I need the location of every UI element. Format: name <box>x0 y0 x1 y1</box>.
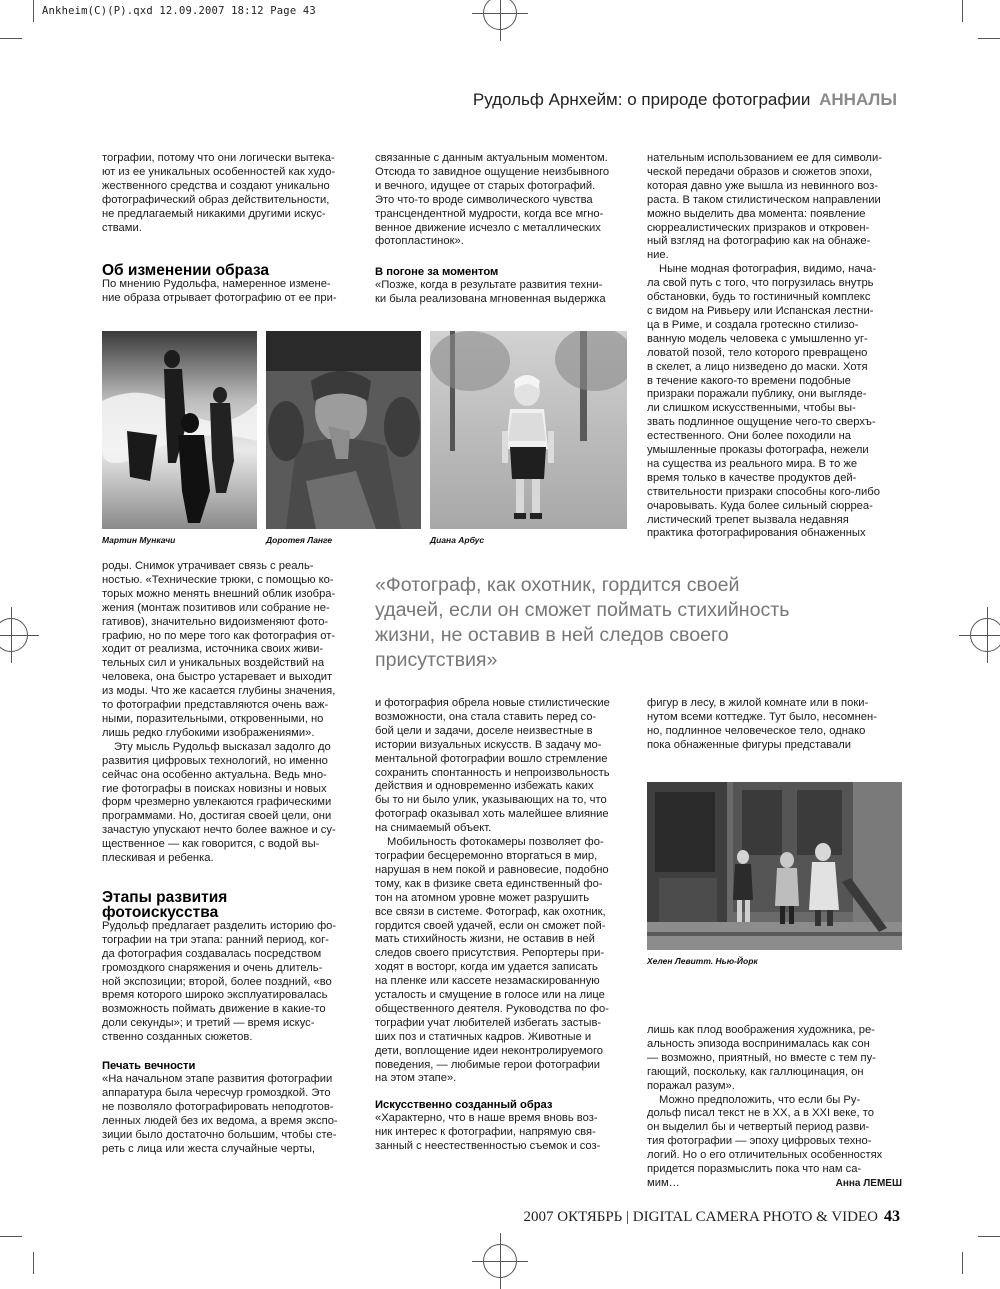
text-line: ли слишком искусственными, чтобы вы- <box>647 402 856 415</box>
text-line: ванную модель человека с умышленно уг- <box>647 332 868 345</box>
photo-caption: Мартин Мункачи <box>102 535 176 545</box>
text-line: ными, поразительными, откровенными, но <box>102 712 324 725</box>
text-line: нутом всеми коттедже. Тут было, несомнен- <box>647 710 877 723</box>
text-line: с видом на Ривьеру или Испанская лестни- <box>647 304 874 317</box>
text-line: время только в качестве продуктов дей- <box>647 471 857 484</box>
paragraph <box>375 697 630 836</box>
paragraph <box>102 278 357 306</box>
text-line: По мнению Рудольфа, намеренное измене- <box>102 278 331 291</box>
text-line: тия фотографии — эпоху цифровых техно- <box>647 1135 872 1148</box>
crop-mark <box>978 38 1000 39</box>
text-line: ла свой путь с того, что погрузилась внутрь <box>647 277 874 290</box>
text-line: аппаратура была чересчур громоздкой. Это <box>102 1087 331 1099</box>
text-line: возможности, она стала ставить перед со- <box>375 710 597 723</box>
text-line: гативов), значительно видоизменяют фото- <box>102 615 329 628</box>
text-line: на этом этапе». <box>375 1072 457 1085</box>
text-line: время которого широко эксплуатировалась <box>102 989 328 1002</box>
text-line: Отсюда то завидное ощущение неизбывного <box>375 165 610 178</box>
page-footer <box>524 1208 900 1226</box>
text-line: ментальной фотографии вошло стремление <box>375 752 608 765</box>
text-line: мим… <box>647 1176 680 1189</box>
header-title: Рудольф Арнхейм: о природе фотографии <box>472 90 811 109</box>
text-line: тельных сил и уникальных воздействий на <box>102 657 325 670</box>
text-line: сохранить спонтанность и непроизвольность <box>375 766 610 779</box>
column-1-bottom <box>102 560 357 1157</box>
text-line: Можно предположить, что если бы Ру- <box>659 1093 861 1106</box>
text-line: на существа из реального мира. В то же <box>647 457 858 470</box>
text-line: нательным использованием ее для символи- <box>647 152 882 164</box>
footer-issue: 2007 ОКТЯБРЬ | DIGITAL CAMERA PHOTO & VIDEO <box>523 1209 878 1225</box>
section-heading <box>102 890 357 920</box>
text-line: ствительности призраки способны кого-либо <box>647 485 880 498</box>
text-line: он выделил бы и четвертый период разви- <box>647 1121 870 1134</box>
header-section: АННАЛЫ <box>819 90 897 109</box>
text-line: то фотографии представляются очень важ- <box>102 699 329 712</box>
heading-line: фотоискусства <box>102 903 219 921</box>
text-line: общественного деятеля. Руководства по фо- <box>375 1002 609 1015</box>
paragraph <box>375 836 630 1086</box>
text-line: из моды. Что же касается глубины значения, <box>102 685 336 698</box>
text-line: фотограф оказывал хоть малейшее влияние <box>375 808 609 821</box>
photo-caption: Хелен Левитт. Нью-Йорк <box>647 956 758 966</box>
paragraph <box>102 741 357 866</box>
column-1-top <box>102 152 357 306</box>
text-line: бы то ни было улик, указывающих на то, что <box>375 794 607 807</box>
text-line: да фотография создавалась посредством <box>102 947 322 960</box>
paragraph <box>102 1073 357 1156</box>
text-line: Эту мысль Рудольф высказал задолго до <box>114 740 331 753</box>
text-line: занный с неестественностью съемок и соз- <box>375 1140 601 1153</box>
author-signature: Анна ЛЕМЕШ <box>835 1177 902 1189</box>
text-line: фигур в лесу, в жилой комнате или в поки- <box>647 697 869 709</box>
text-line: все связи в системе. Фотограф, как охотник, <box>375 905 606 918</box>
text-line: зиции было достаточно большим, чтобы сте- <box>102 1128 337 1141</box>
paragraph <box>375 1112 630 1154</box>
text-line: ностью. «Технические трюки, с помощью ко- <box>102 573 334 586</box>
printer-slug: Ankheim(C)(P).qxd 12.09.2007 18:12 Page 43 <box>42 5 316 17</box>
text-line: раста. В таком стилистическом направлении <box>647 193 881 206</box>
text-line: графию, но по мере того как фотография от- <box>102 629 336 642</box>
text-line: которая давно уже вышла из невинного воз- <box>647 179 878 192</box>
text-line: доли секунды»; и третий — время искус- <box>102 1017 315 1030</box>
text-line: громоздкого снаряжения и очень длитель- <box>102 961 323 974</box>
text-line: тографии на три этапа: ранний период, ког- <box>102 933 329 946</box>
text-line: ленных людей без их ведома, а время экспо- <box>102 1114 338 1127</box>
paragraph <box>375 152 630 249</box>
text-line: пока обнаженные фигуры представали <box>647 738 852 751</box>
text-line: тон на атомном уровне может разрушить <box>375 891 590 904</box>
column-2-bottom <box>375 697 630 1154</box>
text-line: тографии учат любителей избегать застыв- <box>375 1016 602 1029</box>
text-line: призраки поражали публику, они выгляде- <box>647 388 867 401</box>
paragraph <box>102 560 357 741</box>
text-line: ших поз и статичных кадров. Животные и <box>375 1030 592 1043</box>
quote-line: «Фотограф, как охотник, гордится своей <box>375 574 740 596</box>
text-line: зачастую упускают нечто более важное и су- <box>102 824 336 837</box>
text-line: человека, она быстро устаревает и выходит <box>102 671 333 684</box>
text-line: фотопластинок». <box>375 235 464 248</box>
text-line: торых можно менять внешний облик изобра- <box>102 587 336 600</box>
text-line: тографии, потому что они логически вытека- <box>102 152 335 164</box>
text-line: поведения, — любимые герои фотографии <box>375 1058 600 1071</box>
registration-mark-right <box>970 618 1000 652</box>
paragraph <box>647 1024 902 1094</box>
text-line: ческой передачи образов и сюжетов эпохи, <box>647 165 873 178</box>
text-line: усталость и смущение в голосе или на лице <box>375 989 605 1002</box>
registration-mark-bottom <box>483 1244 517 1278</box>
quote-line: присутствия» <box>375 649 498 671</box>
quote-line: жизни, не оставив в ней следов своего <box>375 624 729 646</box>
paragraph <box>375 279 630 307</box>
text-line: обстановки, будь то гостиничный комплекс <box>647 291 871 304</box>
text-line: «Позже, когда в результате развития техни- <box>375 279 603 292</box>
text-line: «Характерно, что в наше время вновь воз- <box>375 1112 598 1125</box>
text-line: ки была реализована мгновенная выдержка <box>375 293 606 306</box>
text-line: жественного средства и создают уникально <box>102 179 330 192</box>
crop-mark <box>0 1236 22 1237</box>
text-line: поражал разум». <box>647 1079 735 1092</box>
text-line: развития цифровых технологий, но именно <box>102 754 328 767</box>
text-line: дети, воплощение идеи неконтролируемого <box>375 1044 604 1057</box>
text-line: истории визуальных искусств. В задачу мо- <box>375 738 602 751</box>
text-line: действия и одновременно избежать каких <box>375 780 594 793</box>
text-line: ние. <box>647 249 669 262</box>
page-number: 43 <box>884 1208 900 1225</box>
paragraph <box>647 1094 902 1177</box>
paragraph <box>647 263 902 541</box>
text-line: на пленке или кассете незамаскированную <box>375 975 600 988</box>
text-line: ние образа отрывает фотографию от ее при- <box>102 292 337 305</box>
text-line: Рудольф предлагает разделить историю фо- <box>102 919 337 932</box>
photo-munkacsi <box>102 331 257 529</box>
column-3-bottom <box>647 1024 902 1191</box>
text-line: роды. Снимок утрачивает связь с реаль- <box>102 560 314 572</box>
text-line: программами. Но, достигая своей цели, они <box>102 810 332 823</box>
text-line: ходит от реализма, источника своих живи- <box>102 643 324 656</box>
text-line: на снимаемый объект. <box>375 822 492 835</box>
paragraph <box>647 697 902 753</box>
text-line: альность эпизода воспринималась как сон <box>647 1037 870 1050</box>
text-line: и фотография обрела новые стилистические <box>375 697 610 709</box>
text-line: практика фотографирования обнаженных <box>647 527 866 540</box>
text-line: не предлагаемый никакими другими искус- <box>102 207 326 220</box>
text-line: сейчас она особенно актуальна. Ведь мно- <box>102 768 327 781</box>
paragraph-last <box>647 1177 902 1191</box>
text-line: связанные с данным актуальным моментом. <box>375 152 608 164</box>
text-line: бой цели и задачи, доселе неизвестные в <box>375 724 593 737</box>
photo-caption: Доротея Ланге <box>266 535 333 545</box>
text-line: плескивая и ребенка. <box>102 852 214 865</box>
text-line: гордится своей удачей, если он сможет пой- <box>375 919 606 932</box>
text-line: ходят в восторг, когда им удается записать <box>375 961 598 974</box>
photo-caption: Диана Арбус <box>430 535 485 545</box>
text-line: Ныне модная фотография, видимо, нача- <box>659 263 877 276</box>
paragraph <box>102 920 357 1045</box>
text-line: ют из ее уникальных особенностей как худо- <box>102 165 336 178</box>
text-line: лишь как плод воображения художника, ре- <box>647 1024 875 1036</box>
text-line: ной экспозиции; второй, более поздний, «во <box>102 975 332 988</box>
subsection-heading: Печать вечности <box>102 1060 196 1073</box>
text-line: ный взгляд на фотографию как на обнаже- <box>647 235 871 248</box>
text-line: тографии бесцеремонно вторгаться в мир, <box>375 849 598 862</box>
text-line: гие фотографы в поисках новизны и новых <box>102 782 327 795</box>
text-line: естественного. Они более походили на <box>647 430 852 443</box>
text-line: фотографический образ действительности, <box>102 193 330 206</box>
crop-mark <box>33 0 34 22</box>
column-3-mid <box>647 697 902 753</box>
text-line: ловатой позой, тело которого превращено <box>647 346 868 359</box>
text-line: логий. Но о его отличительных особенностях <box>647 1149 883 1162</box>
text-line: нарушая в нем покой и равновесие, подобно <box>375 863 609 876</box>
text-line: Мобильность фотокамеры позволяет фо- <box>387 836 604 849</box>
crop-mark <box>962 1252 963 1274</box>
crop-mark <box>962 0 963 22</box>
text-line: — возможно, приятный, но вместе с тем пу- <box>647 1051 876 1064</box>
text-line: и вечного, идущее от старых фотографий. <box>375 179 596 192</box>
crop-mark <box>33 1252 34 1274</box>
text-line: ственно созданных сюжетов. <box>102 1031 253 1044</box>
text-line: тому, как в физике света единственный фо- <box>375 877 603 890</box>
crop-mark <box>0 38 22 39</box>
text-line: возможность поймать движение в какие-то <box>102 1003 326 1016</box>
photo-arbus <box>430 331 627 529</box>
text-line: но, подлинное человеческое тело, однако <box>647 724 866 737</box>
text-line: не позволяло фотографировать неподготов- <box>102 1100 334 1113</box>
text-line: в течение какого-то времени подобные <box>647 374 851 387</box>
column-3-top <box>647 152 902 541</box>
subsection-heading: В погоне за моментом <box>375 266 499 279</box>
text-line: «На начальном этапе развития фотографии <box>102 1073 333 1086</box>
registration-mark-top <box>483 0 517 30</box>
text-line: гающий, поскольку, как галлюцинация, он <box>647 1065 864 1078</box>
text-line: дольф писал текст не в XX, а в XXI веке, то <box>647 1107 874 1120</box>
photo-levitt <box>647 782 902 950</box>
quote-line: удачей, если он сможет поймать стихийность <box>375 599 790 621</box>
text-line: мать стихийность жизни, не оставив в ней <box>375 933 595 946</box>
text-line: форм чрезмерно увлекаются графическими <box>102 796 332 809</box>
text-line: реть с лица или жеста случайные черты, <box>102 1142 315 1155</box>
column-2-top <box>375 152 630 307</box>
text-line: сюрреалистических призраков и откровен- <box>647 221 870 234</box>
subsection-heading: Искусственно созданный образ <box>375 1099 553 1112</box>
text-line: ствами. <box>102 221 142 234</box>
text-line: Это что-то вроде символического чувства <box>375 193 593 206</box>
text-line: звать подлинное ощущение чего-то сверхъ- <box>647 416 876 429</box>
text-line: лишь редко глубокими изображениями». <box>102 726 315 739</box>
text-line: очаровывать. Куда более сильный сюрреа- <box>647 499 873 512</box>
registration-mark-left <box>0 618 28 652</box>
text-line: трансцендентной мудрости, когда все мгно- <box>375 207 604 220</box>
text-line: щественное — как говорится, с водой вы- <box>102 838 320 851</box>
crop-mark <box>978 1236 1000 1237</box>
text-line: можно выделить два момента: появление <box>647 207 866 220</box>
pull-quote <box>375 573 895 673</box>
text-line: следов своего присутствия. Репортеры при- <box>375 947 605 960</box>
text-line: листический трепет вызвала недавняя <box>647 513 849 526</box>
text-line: венное движение исчезло с металлических <box>375 221 601 234</box>
running-header <box>473 90 897 110</box>
text-line: жения (монтаж позитивов или собрание не- <box>102 601 330 614</box>
text-line: ник интерес к фотографии, напрямую свя- <box>375 1126 596 1139</box>
text-line: в скелет, а лицо низведено до маски. Хотя <box>647 360 868 373</box>
section-heading: Об изменении образа <box>102 262 270 280</box>
text-line: ца в Риме, и создала гротескно стилизо- <box>647 318 859 331</box>
photo-lange <box>266 331 421 529</box>
heading-line: Этапы развития <box>102 888 228 906</box>
paragraph <box>647 152 902 263</box>
text-line: придется поразмыслить пока что нам са- <box>647 1163 862 1176</box>
paragraph <box>102 152 357 235</box>
text-line: умышленные проказы фотографа, нежели <box>647 444 869 457</box>
